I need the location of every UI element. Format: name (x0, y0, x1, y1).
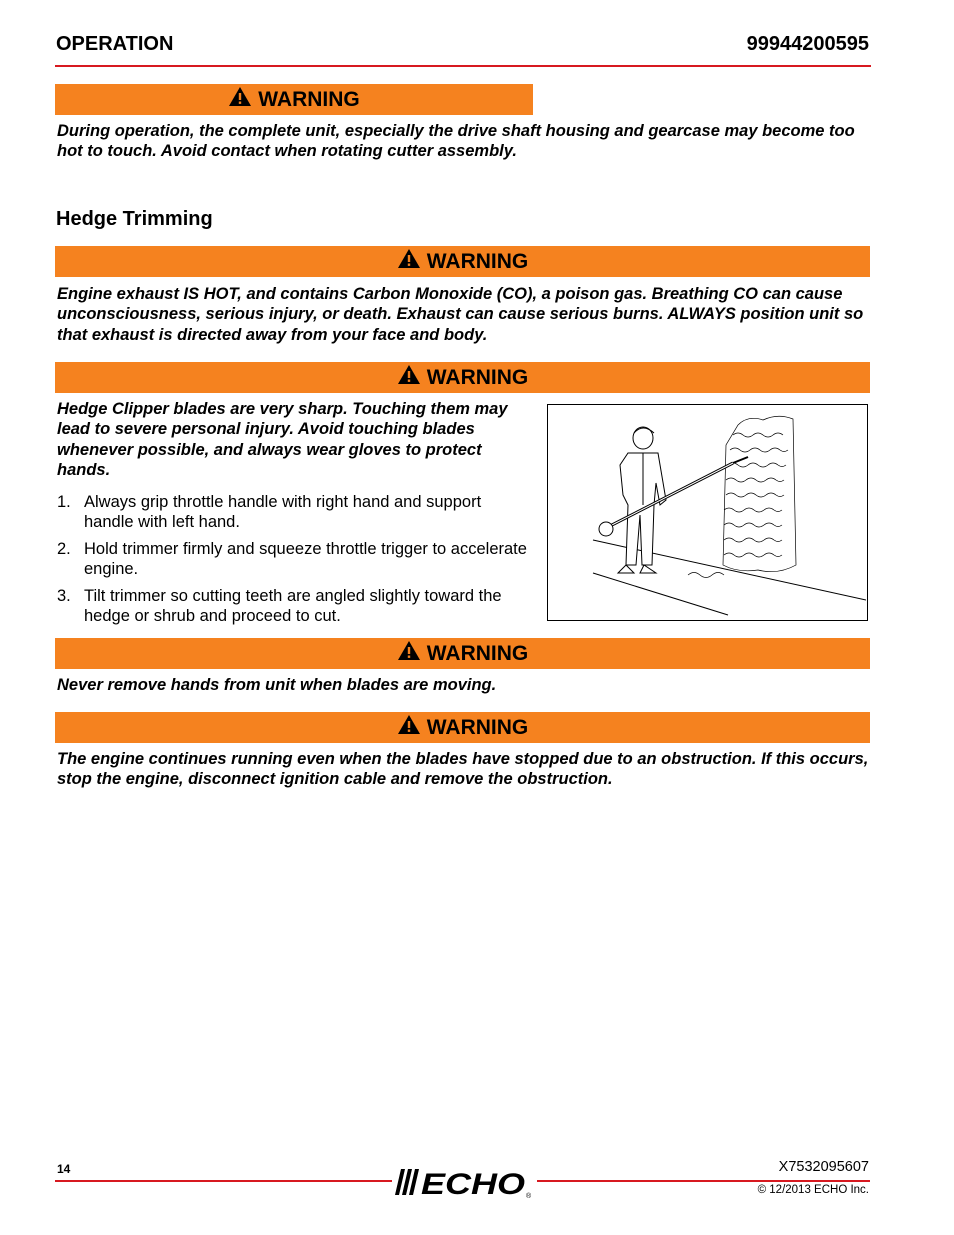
warning-label: WARNING (258, 87, 360, 111)
warning-text: The engine continues running even when the blades have stopped due to an obstruction. If this occurs, stop the engine, disconnect ignition cable and remove the obstruction. (57, 750, 869, 789)
svg-text:®: ® (526, 1193, 532, 1199)
echo-logo (393, 1165, 535, 1199)
warning-bar (55, 712, 870, 743)
instruction-list (57, 492, 527, 633)
warning-bar (55, 638, 870, 669)
list-item: 3. Tilt trimmer so cutting teeth are angled slightly toward the hedge or shrub and proceed to cut. (57, 587, 502, 626)
warning-triangle-icon (397, 364, 421, 391)
svg-text:ECHO: ECHO (421, 1168, 525, 1199)
warning-triangle-icon (397, 248, 421, 275)
warning-label: WARNING (426, 365, 529, 389)
warning-text: During operation, the complete unit, especially the drive shaft housing and gearcase may become too hot to touch. Avoid contact when rotating cutter assembly. (57, 122, 855, 161)
warning-text: Hedge Clipper blades are very sharp. Touching them may lead to severe personal injury. Avoid touching blades whenever possible, and always wear gloves to protect hands. (57, 400, 508, 479)
footer-rule-right (537, 1180, 870, 1182)
copyright: © 12/2013 ECHO Inc. (757, 1184, 869, 1196)
part-code: X7532095607 (778, 1159, 869, 1175)
warning-label: WARNING (426, 715, 529, 739)
list-item: 2. Hold trimmer firmly and squeeze throttle trigger to accelerate engine. (57, 540, 527, 579)
footer-rule-left (55, 1180, 392, 1182)
warning-text: Engine exhaust IS HOT, and contains Carbon Monoxide (CO), a poison gas. Breathing CO can cause unconsciousness, serious injury, or death. Exhaust can cause serious burns. ALWAYS position unit so that exhaust is directed away from your face and body. (57, 285, 864, 344)
warning-triangle-icon (397, 714, 421, 741)
list-item: 1. Always grip throttle handle with right hand and support handle with left hand. (57, 493, 482, 532)
operator-trimming-hedge-image (548, 405, 866, 619)
warning-label: WARNING (426, 249, 529, 273)
warning-text: Never remove hands from unit when blades are moving. (57, 676, 497, 694)
warning-bar (55, 246, 870, 277)
warning-triangle-icon (397, 640, 421, 667)
section-title: Hedge Trimming (56, 208, 213, 230)
warning-bar (55, 84, 533, 115)
header-rule (55, 65, 871, 67)
hedge-trimming-illustration (547, 404, 868, 621)
warning-triangle-icon (228, 86, 252, 113)
warning-bar (55, 362, 870, 393)
doc-number: 99944200595 (746, 33, 869, 55)
warning-label: WARNING (426, 641, 529, 665)
page-number: 14 (57, 1162, 71, 1176)
section-header: OPERATION (56, 33, 174, 55)
